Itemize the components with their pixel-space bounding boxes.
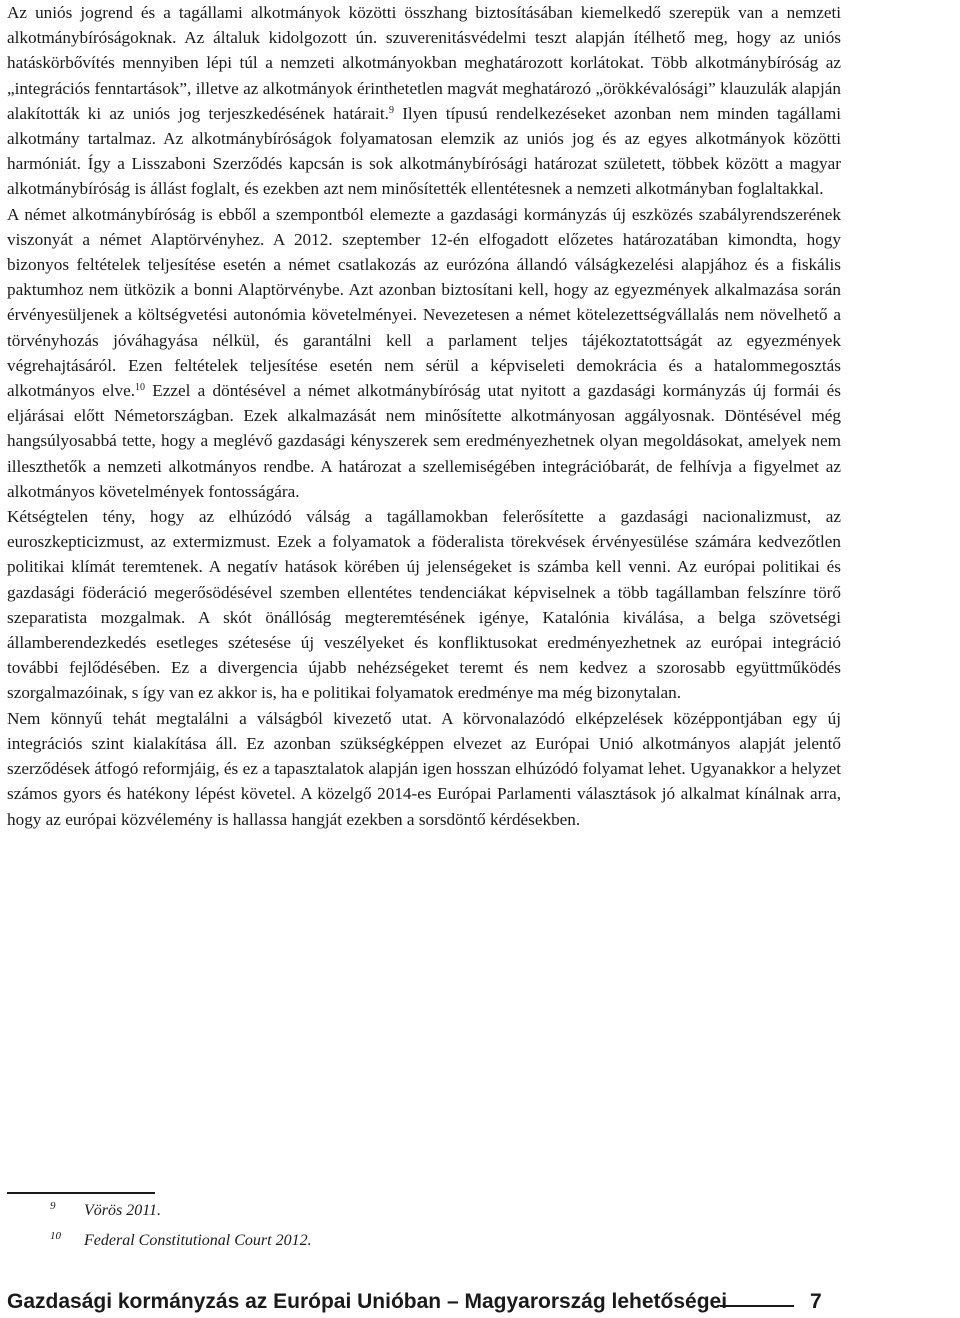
footnote-number: 10 — [50, 1230, 61, 1242]
paragraph-3: Kétségtelen tény, hogy az elhúzódó válság a tagállamokban felerősítette a gazdasági nacionalizmust, az euroszkepticizmust, az extermizmust. Ezek a folyamatok a föderalista törekvések érvényesülése számára kedvezőtlen politikai klímát teremtenek. A negatív hatások körében új jelenségeket is számba kell venni. Az európai politikai és gazdasági föderáció megerősödésével szemben ellentétes tendenciákat képviselnek a több tagállamban felszínre törő szeparatista mozgalmak. A skót önállóság megteremtésének igénye, Katalónia kiválása, a belga szövetségi államberendezkedés esetleges szétesése új veszélyeket és konfliktusokat eredményezhetnek az európai integráció további fejlődésében. Ez a divergencia újabb nehézségeket teremt és nem kedvez a szorosabb együttműködés szorgalmazóinak, s így van ez akkor is, ha e politikai folyamatok eredménye ma még bizonytalan. — [7, 507, 841, 703]
footnote-text: Vörös 2011. — [84, 1202, 162, 1219]
paragraph-1-part-a: Az uniós jogrend és a tagállami alkotmányok közötti összhang biztosításában kiemelkedő szerepük van a nemzeti alkotmánybíróságoknak. Az általuk kidolgozott ún. szuverenitásvédelmi teszt alapján ítélhető meg, hogy az uniós hatáskörbővítés mennyiben lépi túl a nemzeti alkotmányokban meghatározott korlátokat. Több alkotmánybíróság az „integrációs fenntartások”, illetve az alkotmányok érinthetetlen magvát meghatározó „örökkévalósági” klauzulák alapján alakították ki az uniós jog terjeszkedésének határait. — [7, 3, 841, 123]
page-number: 7 — [810, 1290, 822, 1313]
body-text — [7, 0, 841, 832]
paragraph-4: Nem könnyű tehát megtalálni a válságból kivezető utat. A körvonalazódó elképzelések középpontjában egy új integrációs szint kialakítása áll. Ez azonban szükségképpen elvezet az Európai Unió alkotmányos alapját jelentő szerződések átfogó reformjáig, és ez a tapasztalatok alapján igen hosszan elhúzódó folyamat lehet. Ugyanakkor a helyzet számos gyors és hatékony lépést követel. A közelgő 2014-es Európai Parlamenti választások jó alkalmat kínálnak arra, hogy az európai közvélemény is hallassa hangját ezekben a sorsdöntő kérdésekben. — [7, 708, 841, 829]
footnote-divider — [7, 1192, 155, 1194]
footnote-ref-9[interactable]: 9 — [388, 104, 394, 116]
footnote-text: Federal Constitutional Court 2012. — [84, 1232, 312, 1249]
footnote-number: 9 — [50, 1200, 56, 1212]
footnote-ref-10[interactable]: 10 — [135, 382, 145, 394]
footer-divider — [720, 1305, 794, 1307]
footer-title: Gazdasági kormányzás az Európai Unióban – Magyarország lehetőségei — [7, 1290, 728, 1313]
paragraph-2 — [7, 202, 841, 504]
paragraph-2-part-b: Ezzel a döntésével a német alkotmánybíróság utat nyitott a gazdasági kormányzás új formái és eljárásai előtt Németországban. Ezek alkalmazását nem minősítette alkotmányosan aggályosnak. Döntésével még hangsúlyosabbá tette, hogy a meglévő gazdasági kényszerek sem eredményezhetnek olyan megoldásokat, amelyek nem illeszthetők a nemzeti alkotmányos rendbe. A határozat a szellemiségében integrációbarát, de felhívja a figyelmet az alkotmányos követelmények fontosságára. — [7, 381, 841, 501]
paragraph-2-part-a: A német alkotmánybíróság is ebből a szempontból elemezte a gazdasági kormányzás új eszközés szabályrendszerének viszonyát a német Alaptörvényhez. A 2012. szeptember 12-én elfogadott előzetes határozatában kimondta, hogy bizonyos feltételek teljesítése esetén a német csatlakozás az eurózóna állandó válságkezelési alapjához és a fiskális paktumhoz nem ütközik a bonni Alaptörvénybe. Azt azonban biztosítani kell, hogy az egyezmények alkalmazása során érvényesüljenek a költségvetési autonómia követelményei. Nevezetesen a német kötelezettségvállalás nem növelhető a törvényhozás jóváhagyása nélkül, és garantálni kell a parlament teljes tájékoztatottságát az egyezmények végrehajtásáról. Ezen feltételek teljesítése esetén nem sérül a képviseleti demokrácia és a hatalommegosztás alkotmányos elve. — [7, 204, 841, 401]
paragraph-1-part-b: Ilyen típusú rendelkezéseket azonban nem minden tagállami alkotmány tartalmaz. Az alkotmánybíróságok folyamatosan elemzik az uniós jog és az egyes alkotmányok közötti harmóniát. Így a Lisszaboni Szerződés kapcsán is sok alkotmánybírósági határozat született, többek között a magyar alkotmánybíróság is állást foglalt, és ezekben azt nem minősítették ellentétesnek a nemzeti alkotmányban foglaltakkal. — [7, 103, 841, 199]
footnote-9 — [50, 1200, 161, 1220]
footnote-10 — [50, 1230, 312, 1250]
paragraph-1 — [7, 0, 841, 202]
